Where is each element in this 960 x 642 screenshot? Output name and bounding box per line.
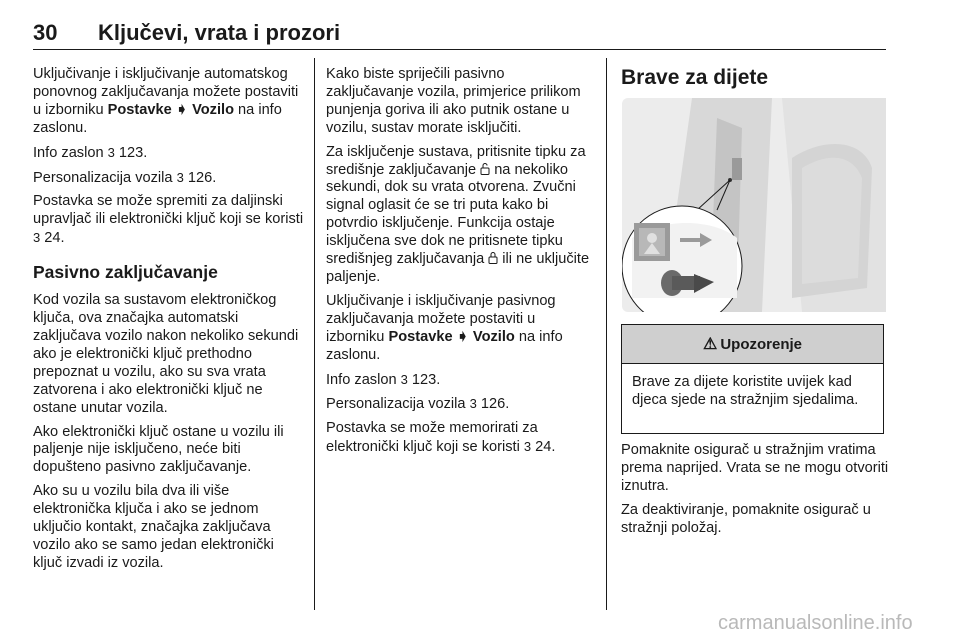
header-rule [33,49,886,50]
page-ref-icon: 3 [33,230,41,246]
menu-settings: Postavke [388,328,453,345]
paragraph-deactivate: Za deaktiviranje, pomaknite osigurač u stražnji položaj. [621,501,871,536]
paragraph-prevent: Kako biste spriječili pasivno zaključavanje vozila, primjerice prilikom punjenja goriva ili ako putnik ostane u vozilu, sustav morate isključiti. [326,66,581,136]
ref-info-display: Info zaslon 3 123. [326,371,441,388]
warning-icon: ⚠ [702,336,718,353]
column-divider-2 [606,58,607,610]
paragraph-passive-desc: Kod vozila sa sustavom elektroničkog ključa, ova značajka automatski zaključava vozilo nakon nekoliko sekundi ako je elektronički ključ prethodno prepoznat u vozilu, ako su sva vrata zatvorena i ako elektronički ključ ne ostane unutar vozila. [33,292,299,416]
menu-settings: Postavke [107,101,172,118]
warning-text: Brave za dijete koristite uvijek kad djeca sjede na stražnjim sjedalima. [632,374,859,408]
paragraph-passive-setting: Uključivanje i isključivanje pasivnog zaključavanja možete postaviti u izborniku Postavke ➧ Vozilo na info zaslonu. [326,292,563,363]
paragraph-memorize: Postavka se može memorirati za elektronički ključ koji se koristi 3 24. [326,420,556,456]
section-heading-child-locks: Brave za dijete [621,66,769,89]
paragraph-key-setting: Postavka se može spremiti za daljinski upravljač ili elektronički ključ koji se koristi 3 24. [33,193,304,247]
warning-title: Upozorenje [720,335,803,353]
menu-vehicle: Vozilo [472,328,515,345]
page-ref-icon: 3 [107,144,115,160]
paragraph-move-lock: Pomaknite osigurač u stražnjim vratima prema naprijed. Vrata se ne mogu otvoriti iznutra. [621,442,889,494]
ref-personalization: Personalizacija vozila 3 126. [33,169,217,186]
page-number: 30 [33,20,58,45]
warning-header [622,325,883,364]
paragraph-two-keys: Ako su u vozilu bila dva ili više elektronička ključa i ako se jednom uključio kontakt, značajka zaključava vozilo ako se samo jedan elektronički ključ izvadi iz vozila. [33,483,274,571]
page-ref-icon: 3 [523,439,532,455]
page-ref-icon: 3 [400,371,408,387]
chapter-title: Ključevi, vrata i prozori [98,20,341,45]
page-header [33,20,886,52]
paragraph-key-inside: Ako elektronički ključ ostane u vozilu ili paljenje nije isključeno, neće biti dopušteno pasivno zaključavanje. [33,423,284,476]
column-3 [621,66,889,90]
paragraph-auto-relock: Uključivanje i isključivanje automatskog ponovnog zaključavanja možete postaviti u izborniku Postavke ➧ Vozilo na info zaslonu. [33,66,299,136]
column-3-body [621,442,889,544]
child-lock-illustration [622,98,886,312]
column-2 [326,66,596,463]
section-heading-passive-locking: Pasivno zaključavanje [33,262,218,283]
lock-icon [488,251,498,264]
column-1 [33,66,305,579]
arrow-icon: ➧ [456,328,469,345]
ref-info-display: Info zaslon 3 123. [33,144,148,161]
column-divider-1 [314,58,315,610]
watermark: carmanualsonline.info [718,612,913,634]
arrow-icon: ➧ [175,101,189,118]
ref-personalization: Personalizacija vozila 3 126. [326,396,510,413]
warning-box [621,324,884,434]
page-ref-icon: 3 [176,169,184,185]
unlock-icon [480,162,490,175]
menu-vehicle: Vozilo [192,101,234,118]
page-ref-icon: 3 [469,396,477,412]
paragraph-disable: Za isključenje sustava, pritisnite tipku za središnje zaključavanje na nekoliko sekundi, dok su vrata otvorena. Zvučni signal oglasit će se tri puta kako bi potvrdio isključenje. Funkcija ostaje isključena sve dok ne pritisnete tipku središnjeg zaključavanja ili ne uključite paljenje. [326,143,590,285]
